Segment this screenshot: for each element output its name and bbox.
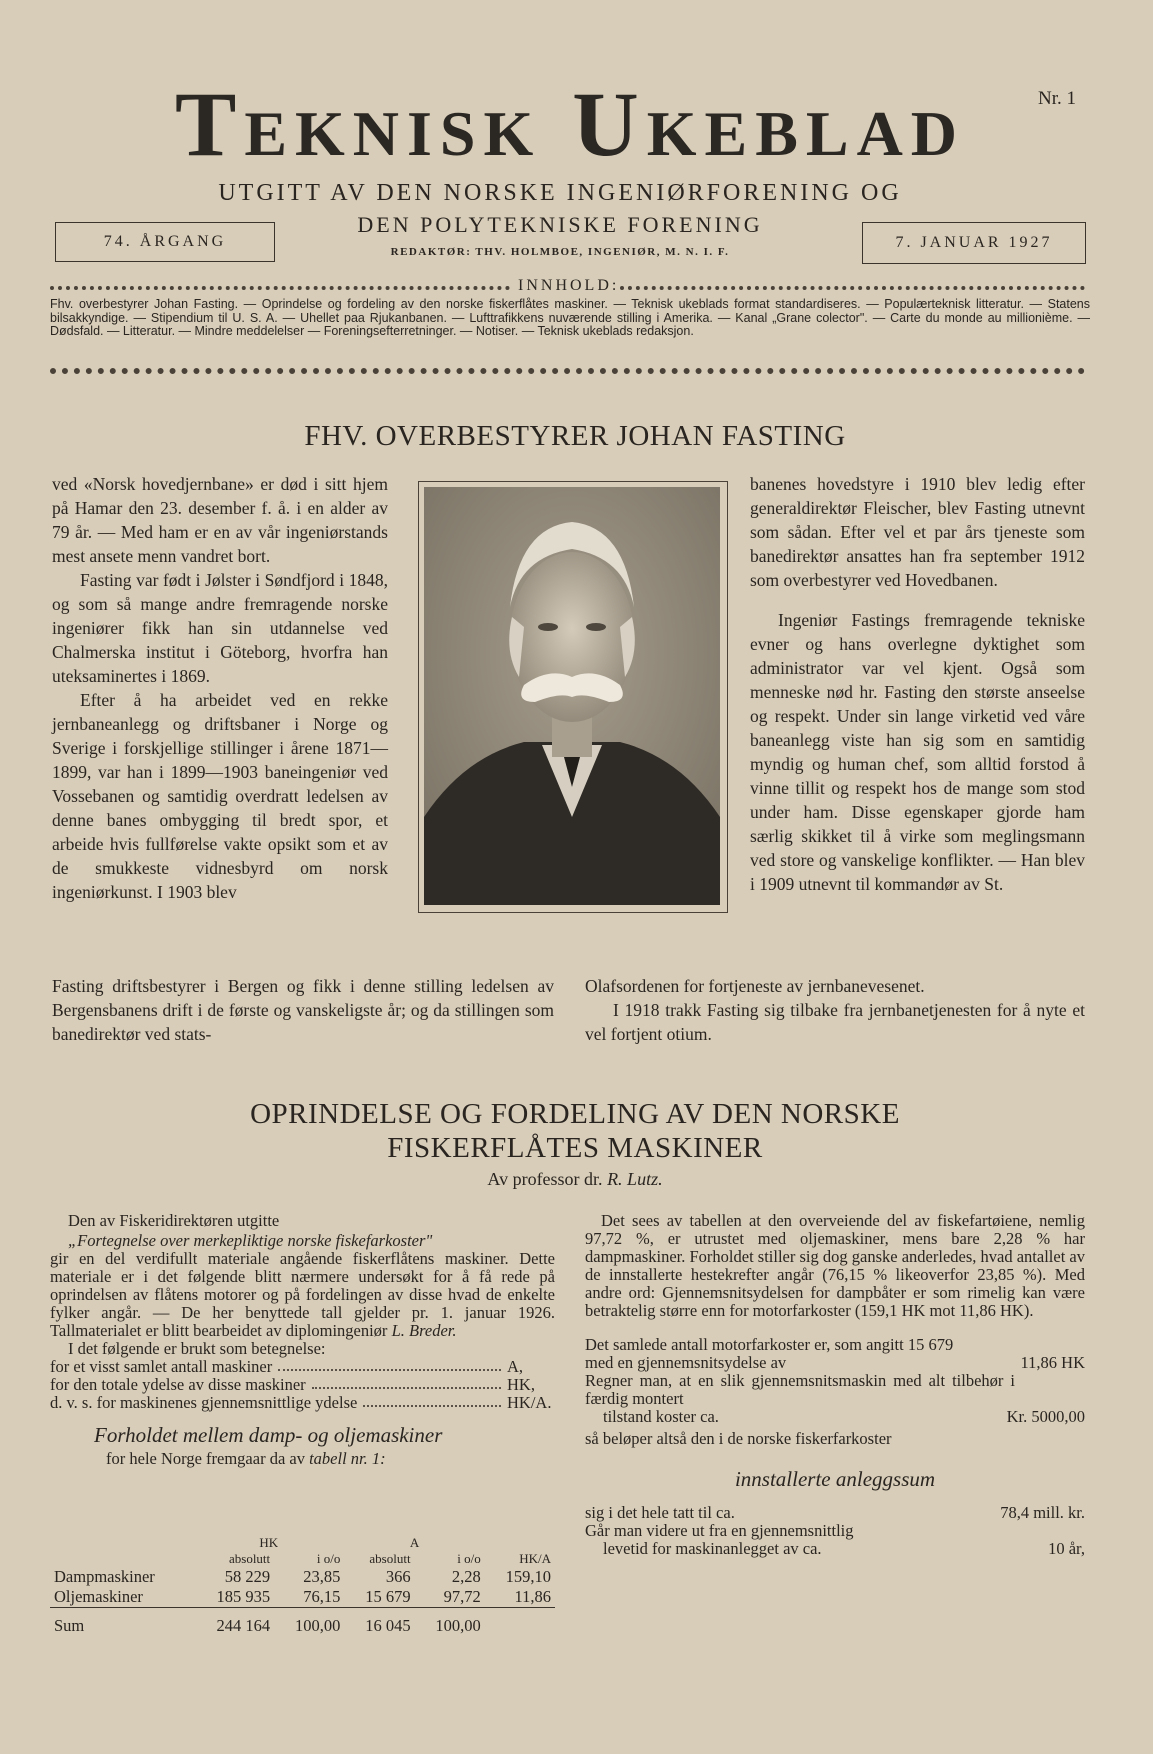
def-label-2: for den totale ydelse av disse maskiner [50,1375,306,1394]
article2-breder: L. Breder. [391,1321,457,1340]
toc-text: Fhv. overbestyrer Johan Fasting. — Oprindelse og fordeling av den norske fiskerflåtes maskiner. — Teknisk ukeblads format standardiseres. — Populærteknisk litteratur. — Statens bilsakkyndige. — Stipendium til U. S. A. — Uhellet paa Rjukanbanen. — Lufttrafikkens nuværende stilling i Amerika. — Kanal „Grane colector". — Carte du monde au millionième. — Dødsfald. — Litteratur. — Mindre meddelelser — Foreningsefterretninger. — Notiser. — Teknisk ukeblads redaksjon. [50,297,1090,338]
cell: 11,86 [514,1587,551,1606]
toc-heading: INNHOLD: [518,277,620,294]
lifetime-label: levetid for maskinanlegget av ca. [603,1539,822,1558]
cost-row [585,1408,1085,1426]
article2-right-para-1: Det sees av tabellen at den overveiende del av fiskefartøiene, nemlig 97,72 %, er utrustet med oljemaskiner, mens bare 2,28 % har dampmaskiner. Forholdet stiller sig dog ganske anderledes, hvad antallet av de innstallerte hestekrefter angår (76,15 % likeoverfor 23,85 %). Med andre ord: Gjennemsnitsydelsen for dampbåter er som rimelig kan være betraktelig større enn for motorfarkoster (159,1 HK mot 11,86 HK). [585,1211,1085,1320]
portrait-illustration [424,487,720,905]
col-header-5: HK/A [519,1551,551,1566]
article1-right-para-1: banenes hovedstyre i 1910 blev ledig efter generaldirektør Fleischer, blev Fasting utnevnt som sådan. Efter vel et par års tjeneste som banedirektør ansattes han fra september 1912 som overbestyrer ved Hovedbanen. [750,474,1085,590]
def-code-3: HK/A. [507,1393,552,1412]
def-row-1 [50,1358,555,1376]
article2-right-para-3: Regner man, at en slik gjennemsnitsmaskin med alt tilbehør i færdig montert [585,1371,1015,1408]
cell: 76,15 [303,1587,341,1606]
article2-left-intro: Den av Fiskeridirektøren utgitte [68,1211,280,1230]
article2-subhead-2 [50,1450,555,1468]
cell: 15 679 [365,1587,411,1606]
col-header-3: absolutt [369,1551,411,1566]
cell: 185 935 [216,1587,271,1606]
cell: 2,28 [451,1567,481,1586]
issue-number: Nr. 1 [1038,88,1076,109]
total-row [585,1504,1085,1522]
article2-left-body [50,1250,555,1340]
lifetime-row [585,1540,1085,1558]
toc-rule-bottom [50,368,1085,374]
avg-output-value: 11,86 HK [1020,1353,1085,1372]
cell: 366 [385,1567,411,1586]
cost-value: Kr. 5000,00 [1006,1407,1085,1426]
article2-right-column [585,1212,1085,1558]
article2-byline [300,1169,850,1190]
cell: 244 164 [216,1616,271,1635]
article1-right-para-2: Ingeniør Fastings fremragende tekniske evner og hans overlegne dyktighet som administrator var vel kjent. Også som menneske nød hr. Fasting den største anseelse og respekt. Under sin lange virketid ved våre baneanlegg viste han sig som en samtidig myndig og human chef, som alltid forstod å vinne tillit og respekt hos de mange som stod under ham. Disse egenskaper gjorde ham særlig skikket til å virke som meglingsmann ved store og vanskelige konflikter. — Han blev i 1909 utnevnt til kommandør av St. [750,610,1085,894]
def-leader-3 [363,1394,501,1407]
article2-left-column [50,1212,555,1468]
cell: 159,10 [505,1567,551,1586]
toc-rule-left [50,286,510,290]
group-hk: HK [259,1535,279,1550]
publisher-line-2: DEN POLYTEKNISKE FORENING [357,212,763,237]
article2-subhead: Forholdet mellem damp- og oljemaskiner [94,1423,443,1447]
article2-headline-1: OPRINDELSE OG FORDELING AV DEN NORSKE [250,1098,900,1130]
article2-right-para-4: så beløper altså den i de norske fiskerfarkoster [585,1429,892,1448]
cell: 100,00 [435,1616,481,1635]
article1-bottom-right [585,974,1085,1046]
table-1 [50,1535,555,1636]
table-group-row [50,1535,555,1551]
def-code-1: A, [507,1357,524,1376]
article1-left-para-2: Fasting var født i Jølster i Søndfjord i 1848, og som så mange andre fremragende norske ingeniører fikk han sin utdannelse ved Chalmerska institut i Göteborg, hvorfra han uteksaminertes i 1869. [52,570,388,686]
cell: 16 045 [365,1616,411,1635]
article2-right-subhead: innstallerte anleggssum [734,1467,936,1491]
article1-headline: FHV. OVERBESTYRER JOHAN FASTING [304,420,846,452]
byline-prefix: Av professor dr. [487,1169,603,1189]
editor-line: REDAKTØR: THV. HOLMBOE, INGENIØR, M. N. I. F. [390,246,730,258]
article1-left-column [52,472,388,904]
article1-left-para-1: ved «Norsk hovedjernbane» er død i sitt hjem på Hamar den 23. desember f. å. i en alder av 79 år. — Med ham er en av vår ingeniørstands mest ansete menn vandret bort. [52,474,388,566]
def-code-2: HK, [507,1375,535,1394]
volume-box [55,222,275,262]
col-header-2: i o/o [316,1551,341,1566]
table-header-row [50,1551,555,1567]
article2-right-para-6: Går man videre ut fra en gjennemsnittlig [585,1521,854,1540]
def-label-1: for et visst samlet antall maskiner [50,1357,273,1376]
def-leader-1 [278,1358,501,1371]
def-row-2 [50,1376,555,1394]
date-box [862,222,1086,264]
masthead-title: Teknisk Ukeblad [174,73,966,175]
table-row [50,1587,555,1608]
article1-right-bottom-1: Olafsordenen for fortjeneste av jernbanevesenet. [585,976,925,996]
avg-output-label: med en gjennemsnitsydelse av [585,1353,787,1372]
article2-left-body-text: gir en del verdifullt materiale angående fiskerflåtens maskiner. Dette materiale er i det følgende blitt nærmere undersøkt for å få rede på oprindelsen av flåtens motorer og på fordelingen av disse hvad de enkelte fylker angår. — De her benyttede tall gjelder pr. 1. januar 1926. Tallmaterialet er blitt bearbeidet av diplomingeniør [50,1249,555,1340]
table-sum-row [50,1608,555,1637]
total-value: 78,4 mill. kr. [1000,1503,1085,1522]
article1-right-bottom-2: I 1918 trakk Fasting sig tilbake fra jernbanetjenesten for å nyte et vel fortjent otium. [585,1000,1085,1044]
publisher-line-1: UTGITT AV DEN NORSKE INGENIØRFORENING OG [218,180,902,206]
col-header-4: i o/o [457,1551,481,1566]
def-leader-2 [312,1376,501,1389]
subhead-2-text: for hele Norge fremgaar da av [106,1449,305,1468]
group-a: A [409,1535,420,1550]
avg-output-row [585,1354,1085,1372]
portrait-photo [424,487,720,905]
article2-left-quote: „Fortegnelse over merkepliktige norske fiskefarkoster" [68,1231,433,1250]
cost-label: tilstand koster ca. [603,1407,719,1426]
article2-right-para-2: Det samlede antall motorfarkoster er, som angitt 15 679 [585,1335,954,1354]
cell: 23,85 [303,1567,341,1586]
lifetime-value: 10 år, [1048,1539,1085,1558]
byline-author: R. Lutz. [607,1169,663,1189]
cell: 97,72 [443,1587,481,1606]
table-row [50,1567,555,1587]
def-label-3: d. v. s. for maskinenes gjennemsnittlige ydelse [50,1393,358,1412]
article2-headline-2: FISKERFLÅTES MASKINER [387,1132,763,1164]
total-label: sig i det hele tatt til ca. [585,1503,735,1522]
date-label: 7. JANUAR 1927 [895,234,1053,251]
row-label: Oljemaskiner [54,1587,143,1606]
article1-right-column [750,472,1085,896]
article1-left-para-3: Efter å ha arbeidet ved en rekke jernbaneanlegg og driftsbaner i Norge og Sverige i forskjellige stillinger i årene 1871—1899, var han i 1899—1903 baneingeniør ved Vossebanen og samtidig overdratt ledelsen av denne banes ombygging til bredt spor, et arbeide hvis fullførelse vakte opsikt som et av de smukkeste vidnesbyrd om norsk ingeniørkunst. I 1903 blev [52,690,388,902]
article1-bottom-left [52,974,554,1046]
article2-left-defs-intro: I det følgende er brukt som betegnelse: [68,1339,326,1358]
article1-left-bottom: Fasting driftsbestyrer i Bergen og fikk i denne stilling ledelsen av Bergensbanens drift i de første og vanskeligste år; og da stillingen som banedirektør ved stats- [52,976,554,1044]
def-row-3 [50,1394,555,1412]
col-header-1: absolutt [228,1551,271,1566]
sum-label: Sum [54,1616,85,1635]
subhead-2-ref: tabell nr. 1: [309,1449,386,1468]
row-label: Dampmaskiner [54,1567,155,1586]
cell: 100,00 [294,1616,341,1635]
volume-label: 74. ÅRGANG [103,233,227,250]
toc-rule-right [620,286,1085,290]
cell: 58 229 [224,1567,271,1586]
